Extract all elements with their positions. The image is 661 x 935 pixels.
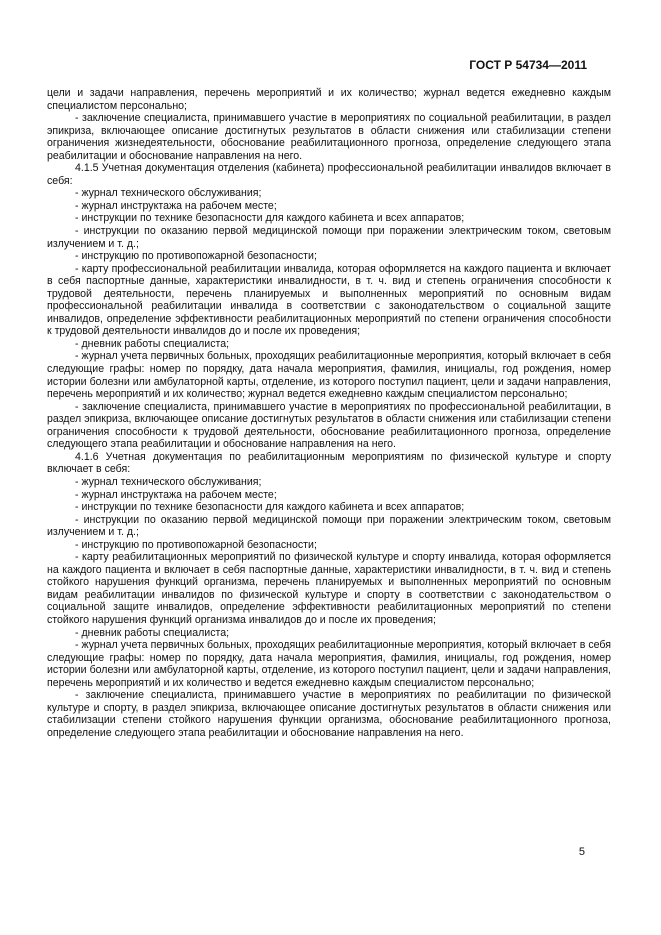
document-body <box>47 87 611 739</box>
paragraph: - журнал инструктажа на рабочем месте; <box>75 488 277 501</box>
paragraph: - заключение специалиста, принимавшего участие в мероприятиях по реабилитации по физической культуре и спорту, в раздел эпикриза, включающее описание достигнутых результатов в области снижения или стабилизации степени стойкого нарушения функции организма, обоснование реабилитационного прогноза, определение следующего этапа реабилитации и обоснование направления на него. <box>47 689 611 739</box>
paragraph: - инструкции по оказанию первой медицинской помощи при поражении электрическим током, световым излучением и т. д.; <box>47 225 611 250</box>
page-number: 5 <box>578 846 585 858</box>
paragraph: - инструкции по технике безопасности для каждого кабинета и всех аппаратов; <box>75 212 465 225</box>
paragraph: - журнал инструктажа на рабочем месте; <box>75 199 277 212</box>
paragraph: 4.1.6 Учетная документация по реабилитационным мероприятиям по физической культуре и спорту включает в себя: <box>47 450 611 476</box>
paragraph: - дневник работы специалиста; <box>75 626 230 639</box>
paragraph: - инструкцию по противопожарной безопасности; <box>75 250 317 263</box>
paragraph: - инструкции по технике безопасности для каждого кабинета и всех аппаратов; <box>75 501 465 514</box>
paragraph: цели и задачи направления, перечень мероприятий и их количество; журнал ведется ежедневно каждым специалистом персонально; <box>47 87 611 112</box>
paragraph: - заключение специалиста, принимавшего участие в мероприятиях по профессиональной реабилитации, в раздел эпикриза, включающее описание достигнутых результатов в области снижения или стабилизации степени ограничения способности к трудовой деятельности, обоснование реабилитационного прогноза, определение следующего этапа реабилитации и обоснование направления на него. <box>47 400 611 451</box>
paragraph: - заключение специалиста, принимавшего участие в мероприятиях по социальной реабилитации, в раздел эпикриза, включающее описание достигнутых результатов в области снижения или стабилизации степени ограничения жизнедеятельности, обоснование реабилитационного прогноза, определение следующего этапа реабилитации и обоснование направления на него. <box>47 112 611 162</box>
paragraph: - инструкции по оказанию первой медицинской помощи при поражении электрическим током, световым излучением и т. д.; <box>47 513 611 539</box>
paragraph: - инструкцию по противопожарной безопасности; <box>75 538 317 551</box>
paragraph: - журнал технического обслуживания; <box>75 187 262 200</box>
paragraph: - журнал учета первичных больных, проходящих реабилитационные мероприятия, который включает в себя следующие графы: номер по порядку, дата начала мероприятия, фамилия, инициалы, год рождения, номер истории болезни или амбулаторной карты, отделение, из которого поступил пациент, цели и задачи направления, перечень мероприятий и их количество и ведется ежедневно каждым специалистом персонально; <box>47 639 611 689</box>
paragraph: - журнал технического обслуживания; <box>75 475 262 488</box>
document-header: ГОСТ Р 54734—2011 <box>469 58 587 72</box>
paragraph: - карту профессиональной реабилитации инвалида, которая оформляется на каждого пациента и включает в себя паспортные данные, характеристики инвалидности, в т. ч. вид и степень ограничения способности к трудовой деятельности, перечень планируемых и выполненных мероприятий по основным видам профессиональной реабилитации инвалида в соответствии с законодательством о социальной защите инвалидов, определение эффективности реабилитационных мероприятий по степени ограничения способности к трудовой деятельности инвалидов до и после их проведения; <box>47 262 611 338</box>
paragraph: - карту реабилитационных мероприятий по физической культуре и спорту инвалида, которая оформляется на каждого пациента и включает в себя паспортные данные, характеристики инвалидности, в т. ч. вид и степень стойкого нарушения функций организма, перечень планируемых и выполненных мероприятий по основным видам реабилитации инвалидов по физической культуре и спорту в соответствии с законодательством о социальной защите инвалидов, определение эффективности реабилитационных мероприятий по степени стойкого нарушения функций организма инвалидов до и после их проведения; <box>47 551 611 626</box>
paragraph: - дневник работы специалиста; <box>75 337 230 350</box>
paragraph: 4.1.5 Учетная документация отделения (кабинета) профессиональной реабилитации инвалидов включает в себя: <box>47 162 611 187</box>
paragraph: - журнал учета первичных больных, проходящих реабилитационные мероприятия, который включает в себя следующие графы: номер по порядку, дата начала мероприятия, фамилия, инициалы, год рождения, номер истории болезни или амбулаторной карты, отделение, из которого поступил пациент, цели и задачи направления, перечень мероприятий и их количество; журнал ведется ежедневно каждым специалистом персонально; <box>47 350 611 401</box>
